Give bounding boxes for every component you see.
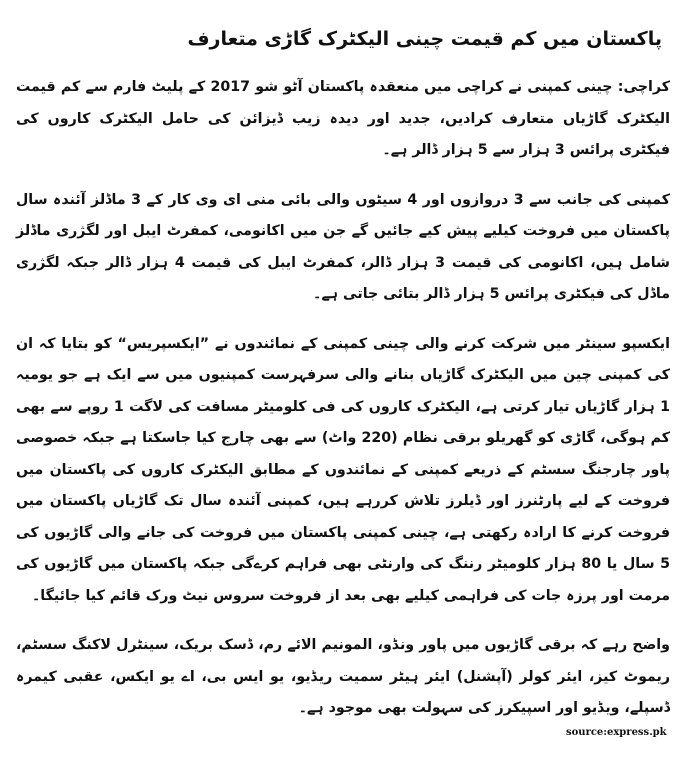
article-paragraph-features: واضح رہے کہ برقی گاڑیوں میں پاور ونڈو، المونیم الائے رم، ڈسک بریک، سینٹرل لاکنگ سسٹم، ریموٹ کیز، ایئر کولر (آپشنل) ایئر ہیٹر سمیت ریڈیو، یو ایس بی، اے یو ایکس، عقبی کیمرہ ڈسپلے، ویڈیو اور اسپیکرز کی سہولت بھی موجود ہے۔ bbox=[16, 637, 670, 716]
article-headline: پاکستان میں کم قیمت چینی الیکٹرک گاڑی متعارف bbox=[187, 28, 662, 50]
source-credit: source:express.pk bbox=[566, 727, 667, 738]
article-paragraph-intro: کراچی: چینی کمپنی نے کراچی میں منعقدہ پاکستان آٹو شو 2017 کے پلیٹ فارم سے کم قیمت الیکٹرک گاڑیاں متعارف کرادیں، جدید اور دیدہ زیب ڈیزائن کی حامل الیکٹرک کاروں کی فیکٹری پرائس 3 ہزار سے 5 ہزار ڈالر ہے۔ bbox=[16, 79, 670, 158]
article-body bbox=[16, 72, 670, 725]
article-paragraph-models: کمپنی کی جانب سے 3 دروازوں اور 4 سیٹوں والی بائی منی ای وی کار کے 3 ماڈلز آئندہ سال پاکستان میں فروخت کیلیے پیش کیے جائیں گے جن میں اکانومی، کمفرٹ ایبل اور لگژری ماڈلز شامل ہیں، اکانومی کی قیمت 3 ہزار ڈالر، کمفرٹ ایبل کی قیمت 4 ہزار ڈالر جبکہ لگژری ماڈل کی فیکٹری پرائس 5 ہزار ڈالر بتائی جاتی ہے۔ bbox=[16, 191, 671, 302]
article-paragraph-expo: ایکسپو سینٹر میں شرکت کرنے والی چینی کمپنی کے نمائندوں نے ”ایکسپریس“ کو بتایا کہ ان کی کمپنی چین میں الیکٹرک گاڑیاں بنانے والی سرفہرست کمپنیوں میں سے ایک ہے جو یومیہ 1 ہزار گاڑیاں تیار کرتی ہے، الیکٹرک کاروں کی فی کلومیٹر مسافت کی لاگت 1 روپے سے بھی کم ہوگی، گاڑی کو گھریلو برقی نظام (220 واٹ) سے بھی چارج کیا جاسکتا ہے جبکہ خصوصی پاور چارجنگ سسٹم کے ذریعے کمپنی کے نمائندوں کے مطابق الیکٹرک کاروں کی پاکستان میں فروخت کے لیے پارٹنرز اور ڈیلرز تلاش کررہے ہیں، کمپنی آئندہ سال تک گاڑیاں پاکستان میں فروخت کرنے کا ارادہ رکھتی ہے، چینی کمپنی پاکستان میں فروخت کی جانے والی گاڑیوں کی 5 سال یا 80 ہزار کلومیٹر رننگ کی وارنٹی بھی فراہم کرےگی جبکہ پاکستان میں گاڑیوں کی مرمت اور پرزہ جات کی فراہمی کیلیے بھی بعد از فروخت سروس نیٹ ورک قائم کیا جائیگا۔ bbox=[16, 335, 671, 604]
